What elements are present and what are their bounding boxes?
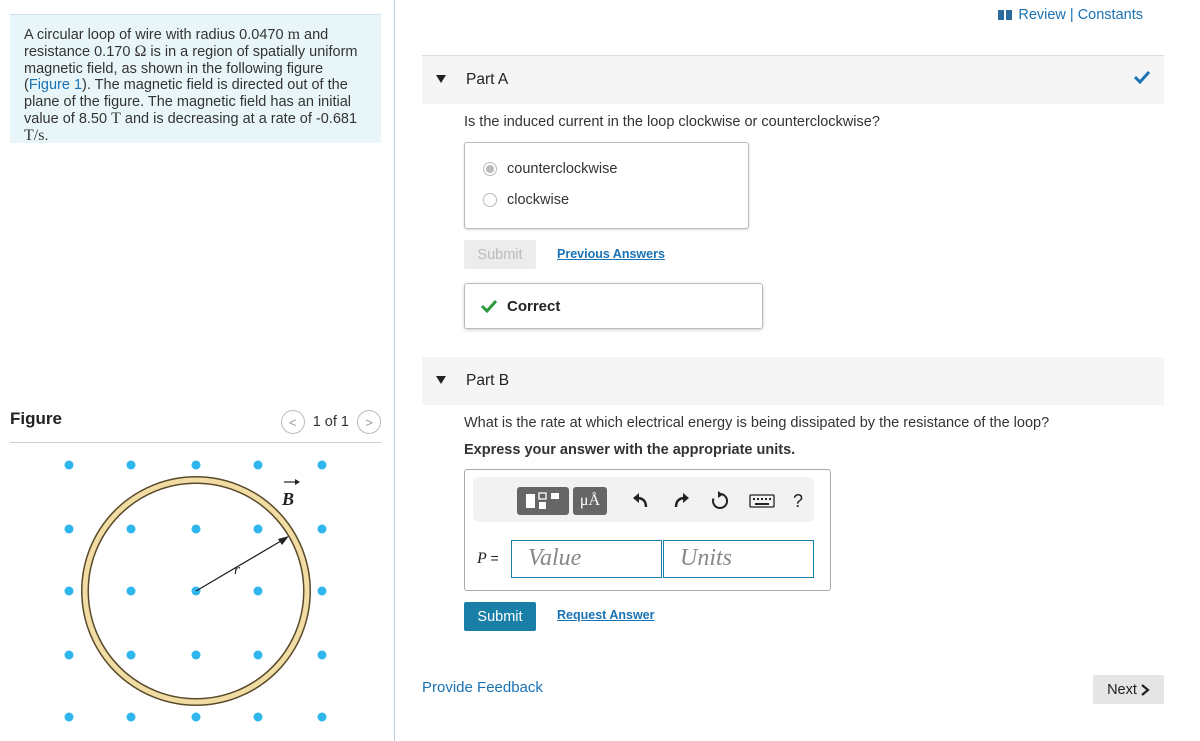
field-dot: [65, 651, 74, 660]
radius-line: [196, 538, 286, 591]
problem-text-3: is in a region of spatially uniform magnetic field, as shown in the following figure (: [24, 43, 358, 94]
radio-selected-icon[interactable]: [483, 162, 497, 176]
field-dot: [318, 713, 327, 722]
choice-clockwise[interactable]: [483, 192, 569, 208]
part-a-question: Is the induced current in the loop clockwise or counterclockwise?: [464, 114, 880, 130]
choice-counterclockwise[interactable]: [483, 161, 617, 177]
equals-sign: =: [490, 550, 499, 566]
loop-figure: [30, 450, 370, 740]
part-b-header[interactable]: [422, 357, 1164, 405]
field-dot: [127, 587, 136, 596]
next-figure-button[interactable]: [357, 410, 381, 434]
field-dot: [127, 651, 136, 660]
field-dot: [254, 461, 263, 470]
provide-feedback-link[interactable]: Provide Feedback: [422, 679, 543, 696]
collapse-triangle-icon: [436, 75, 446, 83]
correct-feedback: [464, 283, 763, 329]
review-constants-label: Review | Constants: [1018, 7, 1143, 23]
answer-choices: [464, 142, 749, 229]
field-dot: [254, 587, 263, 596]
chevron-right-icon: [1141, 684, 1150, 696]
request-answer-link[interactable]: Request Answer: [557, 608, 655, 622]
field-dot: [318, 525, 327, 534]
problem-text-1: A circular loop of wire with radius 0.0470: [24, 27, 288, 43]
field-dot: [127, 461, 136, 470]
field-dot: [127, 525, 136, 534]
collapse-triangle-icon: [436, 376, 446, 384]
part-a-submit-button[interactable]: Submit: [464, 240, 536, 269]
field-dot: [192, 461, 201, 470]
next-button[interactable]: [1093, 675, 1164, 704]
part-b-question: What is the rate at which electrical energy is being dissipated by the resistance of the loop?: [464, 415, 1050, 431]
reset-icon[interactable]: [708, 487, 732, 515]
check-icon: [481, 299, 497, 313]
problem-text-2: and resistance 0.170: [24, 27, 329, 60]
templates-button[interactable]: [517, 487, 569, 515]
field-dot: [127, 713, 136, 722]
problem-text-4: ). The magnetic field is directed out of the plane of the figure. The magnetic field has an initial value of 8.50: [24, 77, 351, 127]
radius-arrowhead: [278, 536, 289, 545]
review-constants-link[interactable]: [998, 7, 1143, 23]
variable-label: [477, 550, 499, 568]
field-dot: [318, 651, 327, 660]
vector-arrow-head: [295, 479, 300, 485]
field-dot: [65, 713, 74, 722]
problem-text-5: and is decreasing at a rate of -0.681: [120, 110, 358, 127]
book-icon: [998, 10, 1012, 20]
field-dot: [65, 587, 74, 596]
unit-ohm: Ω: [134, 42, 147, 60]
answer-entry-box: [464, 469, 831, 591]
next-label: Next: [1107, 681, 1137, 698]
choice-label: clockwise: [507, 192, 570, 208]
undo-icon[interactable]: [628, 487, 652, 515]
part-b-submit-button[interactable]: Submit: [464, 602, 536, 631]
figure-pager: [281, 410, 381, 434]
completed-check-icon: [1134, 70, 1150, 84]
problem-statement: [10, 14, 381, 143]
math-toolbar: [473, 477, 814, 522]
unit-meter: m: [287, 26, 301, 43]
feedback-text: Correct: [507, 297, 561, 315]
units-button[interactable]: μÅ: [573, 487, 607, 515]
figure-page-count: 1 of 1: [312, 414, 349, 430]
part-b-label: Part B: [466, 372, 510, 389]
field-label: B: [282, 489, 295, 509]
field-dot: [254, 713, 263, 722]
radio-icon[interactable]: [483, 193, 497, 207]
field-dot: [65, 525, 74, 534]
figure-header: [10, 403, 381, 443]
field-dot: [192, 651, 201, 660]
chevron-left-icon: <: [288, 414, 297, 430]
chevron-right-icon: >: [365, 414, 373, 430]
variable-symbol: P: [477, 550, 487, 567]
field-dot: [254, 525, 263, 534]
part-a-header[interactable]: [422, 56, 1164, 104]
left-panel: [0, 0, 395, 741]
field-dot: [318, 461, 327, 470]
template-icon: [517, 487, 569, 515]
figure-title: Figure: [10, 409, 62, 428]
problem-text-6: .: [44, 127, 49, 144]
field-dot: [192, 525, 201, 534]
unit-tesla-per-second: T/s: [24, 126, 45, 144]
help-icon[interactable]: ?: [792, 490, 803, 511]
field-dot: [254, 651, 263, 660]
part-b-instruction: Express your answer with the appropriate units.: [464, 442, 796, 458]
prev-figure-button[interactable]: [281, 410, 305, 434]
keyboard-icon[interactable]: [748, 487, 776, 515]
value-input[interactable]: Value: [511, 540, 662, 578]
field-dot: [65, 461, 74, 470]
part-a-label: Part A: [466, 71, 509, 88]
figure-link[interactable]: Figure 1: [28, 77, 83, 94]
field-dot: [318, 587, 327, 596]
choice-label: counterclockwise: [507, 161, 618, 177]
radius-label: r: [234, 562, 240, 578]
unit-tesla: T: [111, 109, 121, 127]
previous-answers-link[interactable]: Previous Answers: [557, 247, 665, 261]
redo-icon[interactable]: [670, 487, 694, 515]
field-dot: [192, 713, 201, 722]
units-input[interactable]: Units: [663, 540, 814, 578]
